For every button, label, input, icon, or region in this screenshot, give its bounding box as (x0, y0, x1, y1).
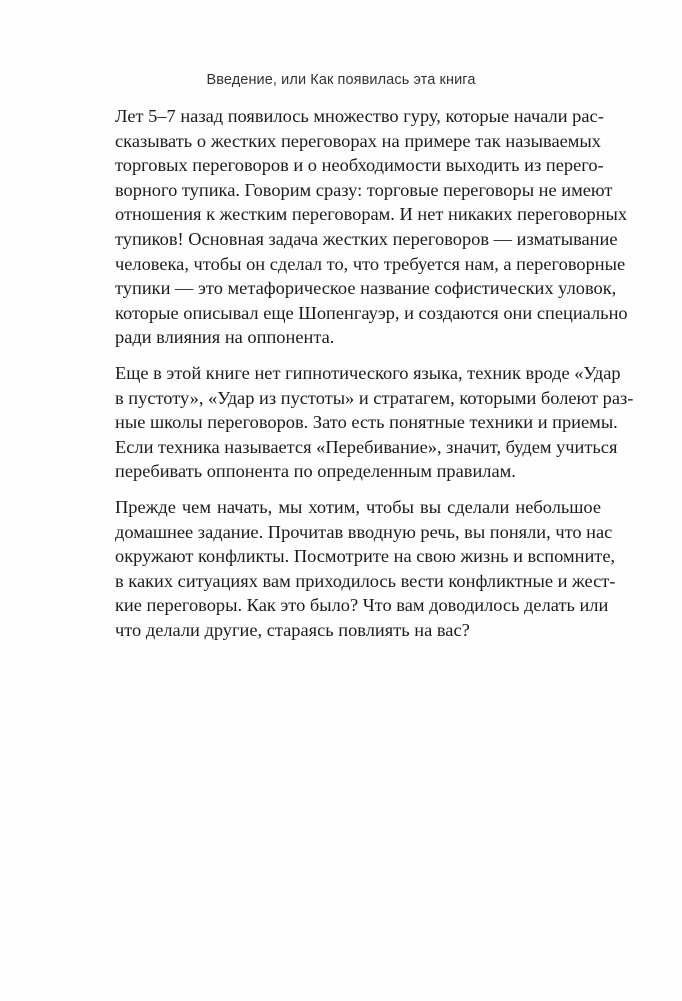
text-line: в каких ситуациях вам приходилось вести конфликтные и жест- (115, 570, 616, 591)
paragraph-2 (115, 361, 634, 484)
text-line: торговых переговоров и о необходимости выходить из перего- (115, 155, 604, 176)
text-line: сказывать о жестких переговорах на примере так называемых (115, 130, 601, 151)
text-line: кие переговоры. Как это было? Что вам доводилось делать или (115, 595, 609, 616)
text-line: ради влияния на оппонента. (115, 327, 335, 348)
text-line: Лет 5–7 назад появилось множество гуру, которые начали рас- (115, 106, 604, 126)
text-line: ные школы переговоров. Зато есть понятные техники и приемы. (115, 412, 618, 433)
text-line: перебивать оппонента по определенным правилам. (115, 461, 516, 482)
text-line: тупиков! Основная задача жестких переговоров — изматывание (115, 228, 618, 249)
text-line: человека, чтобы он сделал то, что требуется нам, а переговорные (115, 253, 626, 274)
text-line: Прежде чем начать, мы хотим, чтобы вы сделали небольшое (115, 496, 601, 517)
text-line: что делали другие, стараясь повлиять на вас? (115, 619, 470, 640)
text-line: Еще в этой книге нет гипнотического языка, техник вроде «Удар (115, 362, 621, 383)
paragraph-1 (115, 104, 628, 350)
text-line: ворного тупика. Говорим сразу: торговые переговоры не имеют (115, 179, 613, 200)
body-text (115, 104, 634, 653)
text-line: тупики — это метафорическое название софистических уловок, (115, 278, 617, 299)
paragraph-3 (115, 495, 616, 643)
text-line: в пустоту», «Удар из пустоты» и стратагем, которыми болеют раз- (115, 387, 634, 408)
text-line: которые описывал еще Шопенгауэр, и создаются они специально (115, 302, 628, 323)
running-head: Введение, или Как появилась эта книга (206, 72, 476, 88)
text-line: отношения к жестким переговорам. И нет никаких переговорных (115, 204, 628, 225)
text-line: Если техника называется «Перебивание», значит, будем учиться (115, 436, 618, 457)
text-line: домашнее задание. Прочитав вводную речь, вы поняли, что нас (115, 521, 613, 542)
text-line: окружают конфликты. Посмотрите на свою жизнь и вспомните, (115, 546, 616, 567)
